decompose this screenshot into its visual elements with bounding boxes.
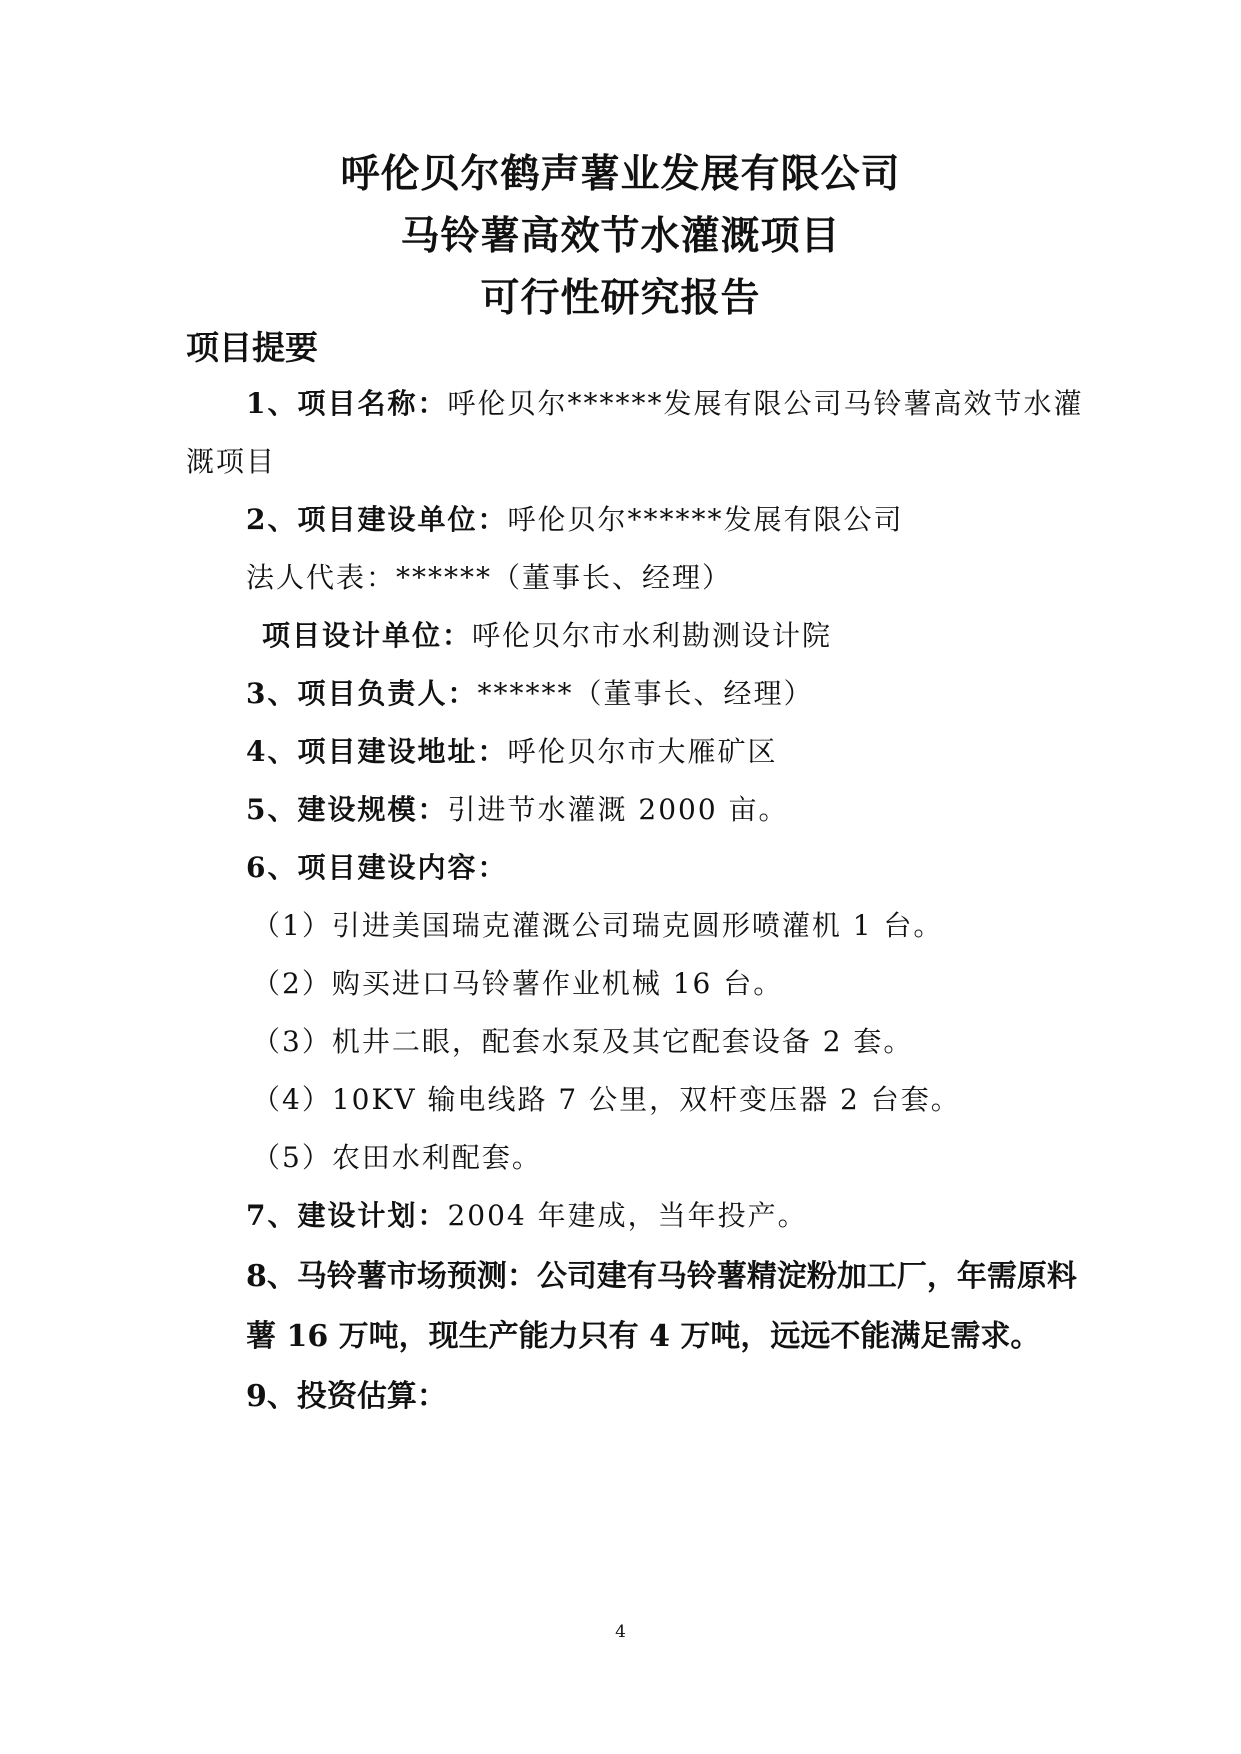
item-8-line-2: 薯 16 万吨，现生产能力只有 4 万吨，远远不能满足需求。 (246, 1319, 1041, 1354)
sub-item-4: （4）10KV 输电线路 7 公里，双杆变压器 2 台套。 (252, 1083, 961, 1116)
item-9-label: 9、投资估算： (246, 1379, 447, 1414)
item-2-text: 呼伦贝尔******发展有限公司 (507, 503, 904, 536)
design-unit-label: 项目设计单位： (262, 619, 473, 652)
sub-item-5: （5）农田水利配套。 (252, 1141, 542, 1174)
title-line-1: 呼伦贝尔鹤声薯业发展有限公司 (340, 151, 901, 197)
item-7-text: 2004 年建成，当年投产。 (447, 1199, 808, 1232)
page-number: 4 (615, 1622, 626, 1642)
item-3-label: 3、项目负责人： (246, 677, 478, 710)
item-8-line-1: 8、马铃薯市场预测：公司建有马铃薯精淀粉加工厂，年需原料 (246, 1259, 1077, 1294)
legal-representative: 法人代表：******（董事长、经理） (246, 561, 733, 594)
title-line-2: 马铃薯高效节水灌溉项目 (400, 213, 841, 259)
item-5-label: 5、建设规模： (246, 793, 448, 826)
item-1-label: 1、项目名称： (246, 387, 448, 420)
item-3 (246, 672, 814, 712)
design-unit-text: 呼伦贝尔市水利勘测设计院 (472, 619, 833, 652)
item-2-label: 2、项目建设单位： (246, 503, 508, 536)
title-line-3: 可行性研究报告 (480, 275, 761, 321)
item-4 (246, 730, 778, 770)
sub-item-3: （3）机井二眼，配套水泵及其它配套设备 2 套。 (252, 1025, 914, 1058)
item-4-text: 呼伦贝尔市大雁矿区 (507, 735, 778, 768)
item-6-label: 6、项目建设内容： (246, 851, 508, 884)
item-3-text: ******（董事长、经理） (477, 677, 814, 710)
section-heading: 项目提要 (186, 328, 318, 367)
item-1-continuation: 溉项目 (186, 445, 277, 478)
item-7 (246, 1194, 808, 1234)
item-1-text: 呼伦贝尔******发展有限公司马铃薯高效节水灌 (447, 387, 1084, 420)
item-5-text: 引进节水灌溉 2000 亩。 (447, 793, 789, 826)
sub-item-2: （2）购买进口马铃薯作业机械 16 台。 (252, 967, 784, 1000)
item-1 (246, 382, 1084, 422)
item-7-label: 7、建设计划： (246, 1199, 448, 1232)
item-4-label: 4、项目建设地址： (246, 735, 508, 768)
sub-item-1: （1）引进美国瑞克灌溉公司瑞克圆形喷灌机 1 台。 (252, 909, 944, 942)
item-2 (246, 498, 904, 538)
item-5 (246, 788, 789, 828)
design-unit (262, 614, 832, 654)
